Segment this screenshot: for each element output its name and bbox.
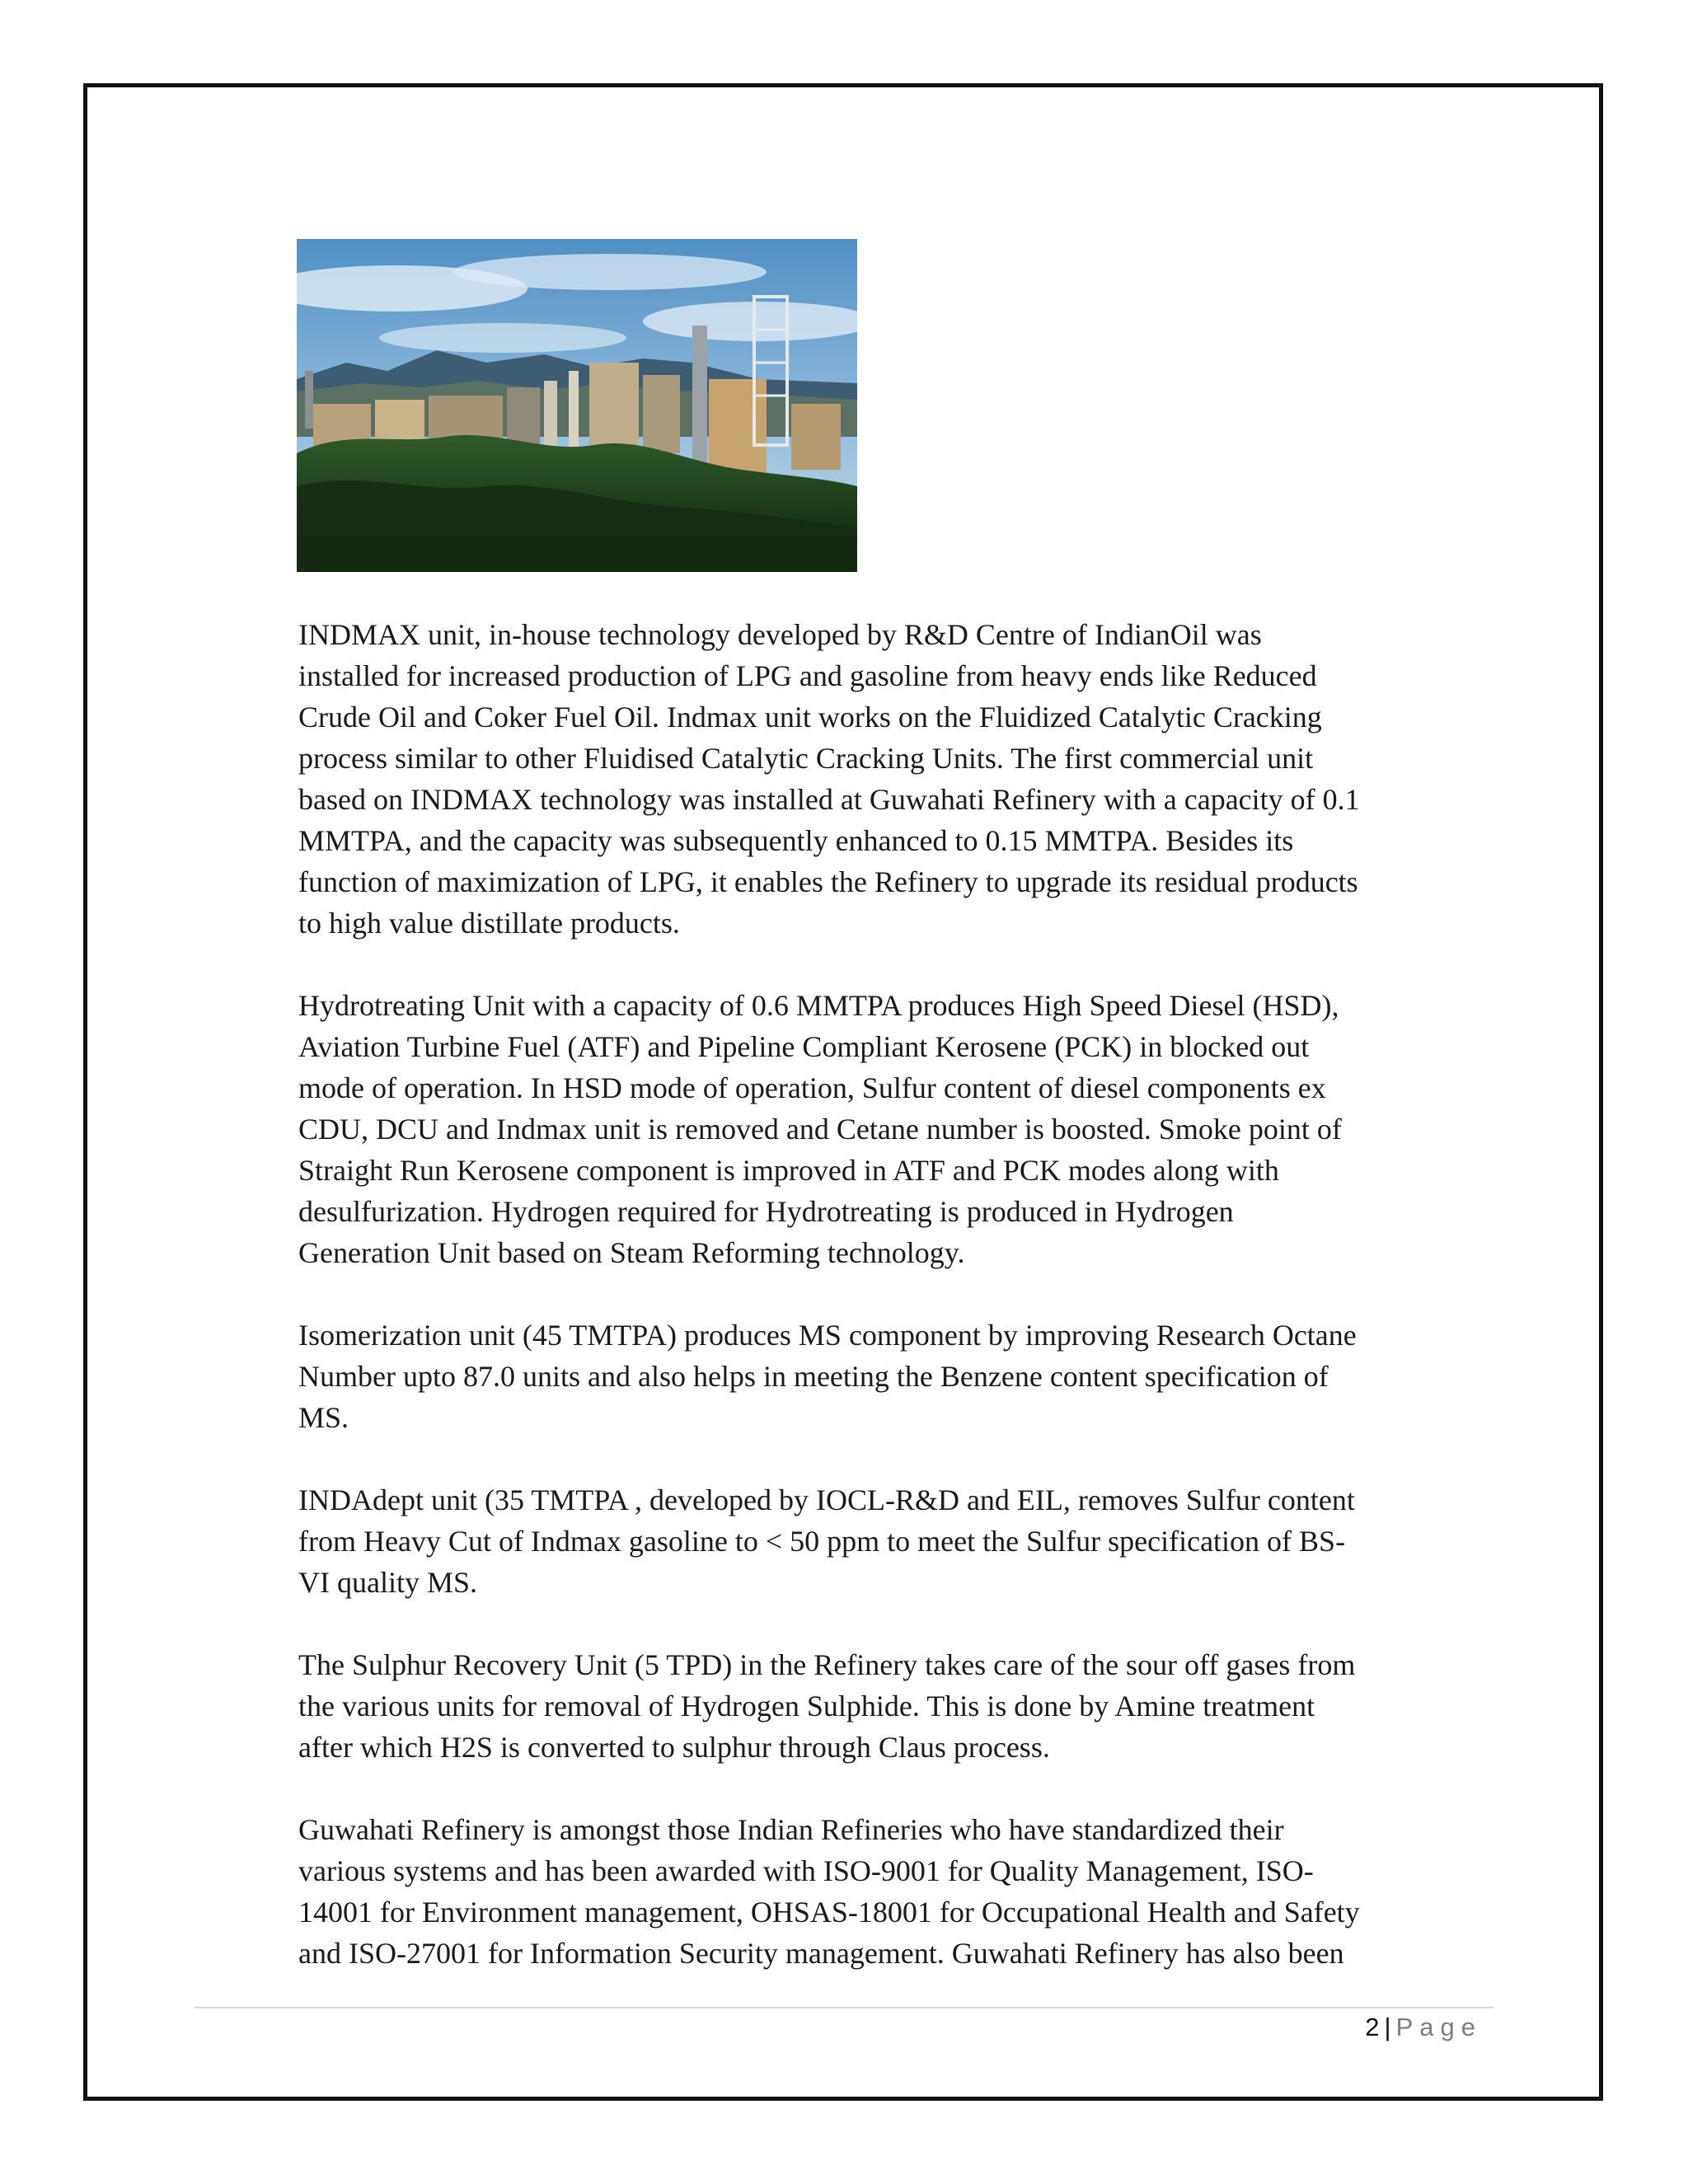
text-line: Crude Oil and Coker Fuel Oil. Indmax unit works on the Fluidized Catalytic Cracking [298,701,1322,733]
text-line: INDAdept unit (35 TMTPA , developed by IOCL-R&D and EIL, removes Sulfur content [298,1483,1355,1516]
text-line: and ISO-27001 for Information Security management. Guwahati Refinery has also been [298,1937,1344,1970]
text-line: installed for increased production of LPG and gasoline from heavy ends like Reduced [298,659,1317,692]
text-line: Guwahati Refinery is amongst those Indian Refineries who have standardized their [298,1813,1284,1846]
text-line: VI quality MS. [298,1566,478,1599]
page-footer [1365,2013,1482,2042]
refinery-photo [297,239,857,572]
text-line: various systems and has been awarded with ISO-9001 for Quality Management, ISO- [298,1854,1314,1887]
body-text [298,614,1493,2015]
text-line: from Heavy Cut of Indmax gasoline to < 50 ppm to meet the Sulfur specification of BS- [298,1525,1346,1558]
text-line: based on INDMAX technology was installed at Guwahati Refinery with a capacity of 0.1 [298,783,1360,816]
text-line: Isomerization unit (45 TMTPA) produces MS component by improving Research Octane [298,1319,1357,1352]
page-number: 2 [1365,2013,1380,2041]
paragraph-sulphur-recovery [298,1644,1493,1768]
text-line: after which H2S is converted to sulphur through Claus process. [298,1731,1050,1764]
text-line: Straight Run Kerosene component is improved in ATF and PCK modes along with [298,1154,1279,1187]
paragraph-indmax [298,614,1493,944]
text-line: to high value distillate products. [298,907,680,940]
text-line: INDMAX unit, in-house technology developed by R&D Centre of IndianOil was [298,618,1262,651]
text-line: function of maximization of LPG, it enables the Refinery to upgrade its residual products [298,865,1358,898]
text-line: CDU, DCU and Indmax unit is removed and Cetane number is boosted. Smoke point of [298,1113,1342,1146]
text-line: Aviation Turbine Fuel (ATF) and Pipeline Compliant Kerosene (PCK) in blocked out [298,1030,1310,1063]
paragraph-hydrotreating [298,985,1493,1273]
text-line: MMTPA, and the capacity was subsequently enhanced to 0.15 MMTPA. Besides its [298,824,1294,857]
paragraph-certifications [298,1809,1493,1974]
text-line: MS. [298,1401,349,1434]
paragraph-isomerization [298,1315,1493,1438]
text-line: Number upto 87.0 units and also helps in meeting the Benzene content specification of [298,1360,1329,1393]
footer-divider [195,2007,1493,2008]
paragraph-indadept [298,1479,1493,1603]
refinery-photo-svg [297,239,857,572]
text-line: Generation Unit based on Steam Reforming technology. [298,1236,965,1269]
page-separator: | [1384,2013,1391,2041]
text-line: Hydrotreating Unit with a capacity of 0.6 MMTPA produces High Speed Diesel (HSD), [298,989,1339,1022]
text-line: 14001 for Environment management, OHSAS-18001 for Occupational Health and Safety [298,1896,1360,1929]
text-line: The Sulphur Recovery Unit (5 TPD) in the Refinery takes care of the sour off gases from [298,1648,1356,1681]
text-line: process similar to other Fluidised Catalytic Cracking Units. The first commercial unit [298,742,1314,775]
text-line: desulfurization. Hydrogen required for Hydrotreating is produced in Hydrogen [298,1195,1234,1228]
page-label: Page [1395,2013,1482,2041]
text-line: mode of operation. In HSD mode of operation, Sulfur content of diesel components ex [298,1071,1326,1104]
text-line: the various units for removal of Hydrogen Sulphide. This is done by Amine treatment [298,1690,1315,1722]
